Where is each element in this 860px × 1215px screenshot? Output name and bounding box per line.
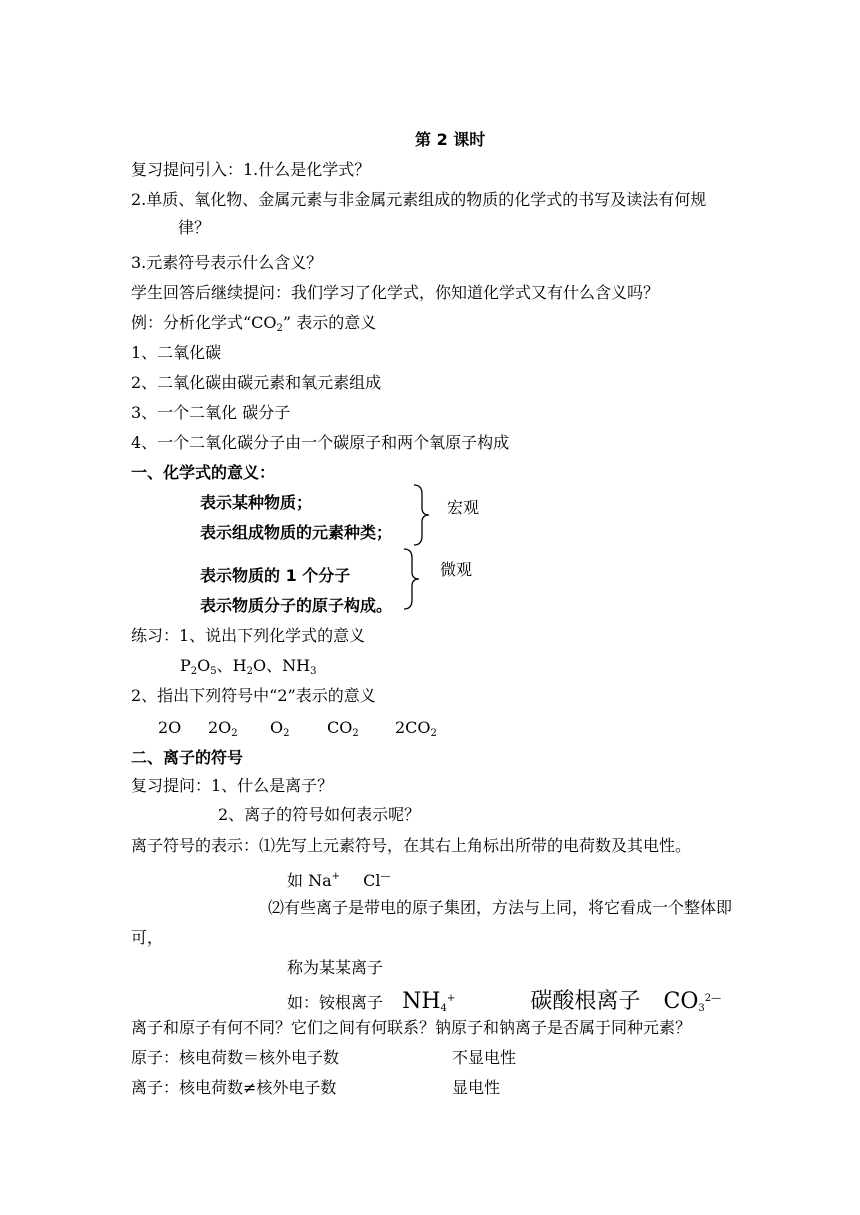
symbol-4: $CO_2$ bbox=[327, 718, 359, 739]
page-title: 第 2 课时 bbox=[415, 130, 486, 149]
macro-label: 宏观 bbox=[447, 498, 480, 517]
meaning-4: 4、一个二氧化碳分子由一个碳原子和两个氧原子构成 bbox=[131, 433, 510, 452]
symbol-1: 2O bbox=[158, 718, 182, 737]
practice-line-1: 练习：1、说出下列化学式的意义 bbox=[131, 626, 366, 645]
ion-rule-3: 称为某某离子 bbox=[287, 958, 384, 977]
symbol-5: $2CO_2$ bbox=[395, 718, 437, 739]
practice-line-2: 2、指出下列符号中“2”表示的意义 bbox=[131, 686, 376, 705]
symbol-2: $2O_2$ bbox=[208, 718, 238, 739]
micro-label: 微观 bbox=[440, 560, 473, 579]
practice-formulas: $P_2O_5$、$H_2O$、$NH_3$ bbox=[180, 656, 317, 677]
intro-line-3: 3.元素符号表示什么含义？ bbox=[131, 253, 323, 272]
meaning-3: 3、一个二氧化 碳分子 bbox=[131, 403, 291, 422]
meaning-2: 2、二氧化碳由碳元素和氧元素组成 bbox=[131, 373, 382, 392]
macro-item-1: 表示某种物质； bbox=[200, 493, 313, 512]
macro-brace bbox=[412, 484, 432, 546]
ion-example-1: 如 Na+ Cl— bbox=[287, 871, 391, 890]
micro-brace bbox=[402, 548, 422, 610]
section1-heading: 一、化学式的意义： bbox=[131, 463, 276, 482]
atom-note: 不显电性 bbox=[452, 1048, 517, 1067]
atom-definition: 原子：核电荷数＝核外电子数 bbox=[131, 1048, 340, 1067]
intro-line-2-cont: 律？ bbox=[178, 218, 211, 237]
ion-example-2: 如：铵根离子 $NH_4^+$ 碳酸根离子 $CO_3^{2—}$ bbox=[287, 989, 722, 1014]
ion-definition: 离子：核电荷数≠核外电子数 bbox=[131, 1078, 337, 1097]
intro-line-1: 复习提问引入：1.什么是化学式？ bbox=[131, 160, 371, 179]
section2-heading: 二、离子的符号 bbox=[131, 748, 244, 767]
ion-rule-1: 离子符号的表示：⑴先写上元素符号，在其右上角标出所带的电荷数及其电性。 bbox=[131, 836, 692, 855]
review-question-2: 2、离子的符号如何表示呢？ bbox=[218, 805, 421, 824]
micro-item-2: 表示物质分子的原子构成。 bbox=[200, 596, 393, 615]
ion-rule-2: ⑵有些离子是带电的原子集团，方法与上同，将它看成一个整体即 bbox=[268, 898, 733, 917]
micro-item-1: 表示物质的 1 个分子 bbox=[200, 566, 351, 585]
review-question-1: 复习提问：1、什么是离子？ bbox=[131, 776, 334, 795]
example-line: 例：分析化学式“$CO_2$” 表示的意义 bbox=[131, 313, 377, 334]
intro-line-2: 2.单质、氧化物、金属元素与非金属元素组成的物质的化学式的书写及读法有何规 bbox=[131, 190, 707, 209]
ion-rule-2-cont: 可， bbox=[131, 928, 164, 947]
ion-note: 显电性 bbox=[452, 1078, 501, 1097]
ion-atom-question: 离子和原子有何不同？它们之间有何联系？钠原子和钠离子是否属于同种元素？ bbox=[131, 1018, 692, 1037]
intro-line-4: 学生回答后继续提问：我们学习了化学式，你知道化学式又有什么含义吗？ bbox=[131, 283, 660, 302]
symbol-3: $O_2$ bbox=[270, 718, 290, 739]
macro-item-2: 表示组成物质的元素种类； bbox=[200, 523, 393, 542]
meaning-1: 1、二氧化碳 bbox=[131, 343, 222, 362]
